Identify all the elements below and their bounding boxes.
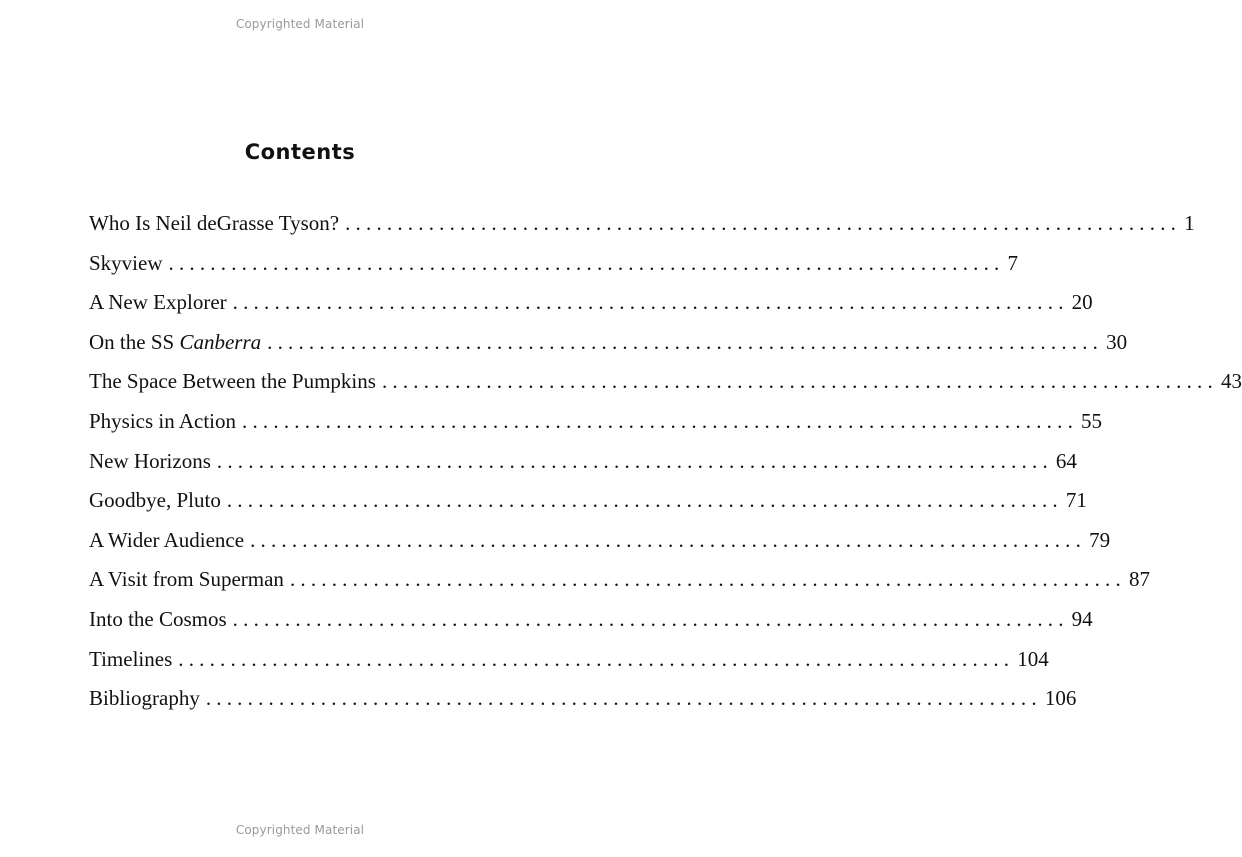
toc-dot-leader: ................................................................................ <box>216 448 1053 473</box>
toc-entry[interactable] <box>89 204 1195 244</box>
toc-page-number: 64 <box>1055 448 1077 473</box>
toc-entry[interactable] <box>89 402 1103 442</box>
toc-dot-leader: ................................................................................ <box>226 488 1063 513</box>
toc-dot-leader: ................................................................................ <box>267 329 1104 354</box>
toc-entry-title: A Wider Audience <box>89 527 245 552</box>
toc-page-number: 30 <box>1106 329 1128 354</box>
toc-page-number: 43 <box>1220 369 1242 394</box>
toc-entry-title: Physics in Action <box>89 408 237 433</box>
copyright-watermark-bottom: Copyrighted Material <box>235 823 365 837</box>
table-of-contents <box>89 204 1242 719</box>
toc-page-number: 104 <box>1017 646 1049 671</box>
toc-page-number: 7 <box>1007 250 1018 275</box>
toc-page-number: 71 <box>1065 488 1087 513</box>
toc-entry[interactable] <box>89 362 1242 402</box>
toc-dot-leader: ................................................................................ <box>205 686 1042 711</box>
toc-entry-title <box>89 323 267 363</box>
toc-entry-title: Who Is Neil deGrasse Tyson? <box>89 211 340 235</box>
toc-entry[interactable] <box>89 560 1150 600</box>
toc-entry-title: A New Explorer <box>89 290 227 315</box>
toc-entry[interactable] <box>89 283 1093 323</box>
toc-entry-title-prefix: On the SS <box>89 329 180 354</box>
toc-dot-leader: ................................................................................ <box>289 567 1126 592</box>
toc-entry-title: Skyview <box>89 250 163 275</box>
toc-dot-leader: ................................................................................ <box>250 527 1087 552</box>
toc-entry-title: Timelines <box>89 646 173 671</box>
toc-entry[interactable] <box>89 640 1049 680</box>
toc-entry-title: The Space Between the Pumpkins <box>89 369 376 394</box>
toc-dot-leader: ................................................................................ <box>345 211 1182 235</box>
page-title: Contents <box>244 140 356 164</box>
toc-entry[interactable] <box>89 442 1077 482</box>
toc-dot-leader: ................................................................................ <box>242 408 1079 433</box>
toc-page-number: 20 <box>1071 290 1093 315</box>
toc-page-number: 106 <box>1044 686 1077 711</box>
toc-entry-title: Into the Cosmos <box>89 606 227 631</box>
toc-page-number: 79 <box>1089 527 1111 552</box>
toc-dot-leader: ................................................................................ <box>232 290 1069 315</box>
toc-dot-leader: ................................................................................ <box>381 369 1218 394</box>
toc-entry-title: Bibliography <box>89 686 200 711</box>
toc-dot-leader: ................................................................................ <box>178 646 1015 671</box>
toc-entry[interactable] <box>89 600 1093 640</box>
toc-page-number: 1 <box>1184 211 1195 235</box>
toc-entry-title: Goodbye, Pluto <box>89 488 221 513</box>
toc-page-number: 55 <box>1081 408 1103 433</box>
toc-entry[interactable] <box>89 481 1087 521</box>
toc-entry-title-italic: Canberra <box>179 329 262 354</box>
toc-entry[interactable] <box>89 244 1018 284</box>
toc-dot-leader: ................................................................................ <box>232 606 1069 631</box>
toc-page-number: 87 <box>1128 567 1150 592</box>
toc-entry[interactable] <box>89 679 1077 719</box>
toc-entry-title: A Visit from Superman <box>89 567 284 592</box>
toc-entry[interactable] <box>89 521 1111 561</box>
toc-page-number: 94 <box>1071 606 1093 631</box>
copyright-watermark-top: Copyrighted Material <box>235 17 365 31</box>
toc-entry-title: New Horizons <box>89 448 211 473</box>
toc-dot-leader: ................................................................................ <box>168 250 1005 275</box>
toc-entry[interactable] <box>89 323 1128 363</box>
